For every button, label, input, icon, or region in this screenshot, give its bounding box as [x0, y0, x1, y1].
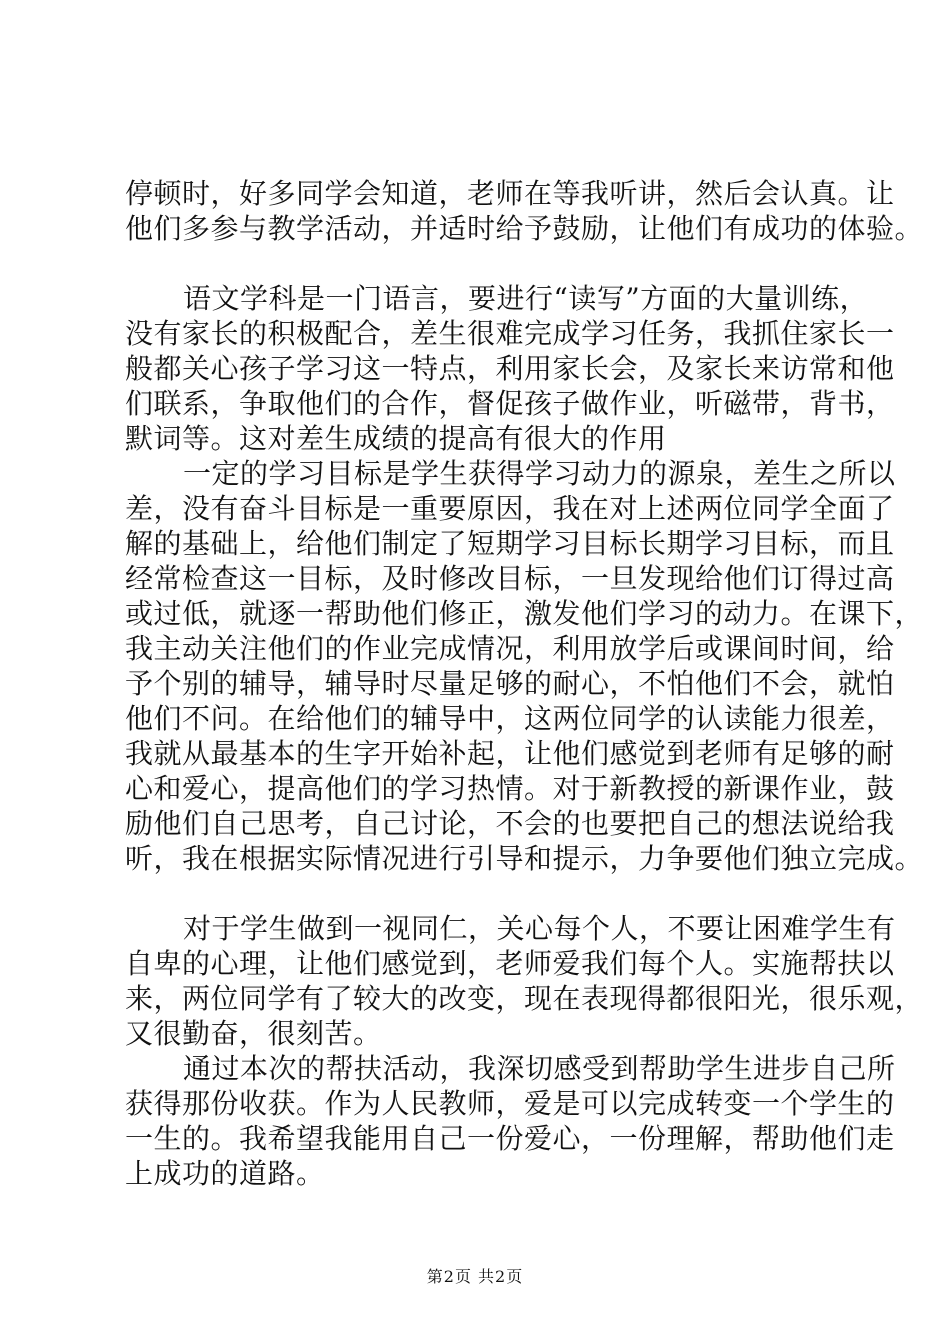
text-line: 他们多参与教学活动，并适时给予鼓励，让他们有成功的体验。 [125, 212, 924, 245]
paragraph-conclusion [125, 1051, 896, 1191]
paragraph-learning-goals [125, 456, 924, 876]
body-text [125, 176, 924, 1191]
paragraph-gap [125, 246, 845, 281]
text-line: 我主动关注他们的作业完成情况，利用放学后或课间时间，给 [125, 632, 895, 665]
page-footer: 第2页 共2页 [426, 1267, 524, 1286]
text-line: 停顿时，好多同学会知道，老师在等我听讲，然后会认真。让 [125, 177, 895, 210]
text-line: 来，两位同学有了较大的改变，现在表现得都很阳光，很乐观， [125, 982, 924, 1015]
text-line: 自卑的心理，让他们感觉到，老师爱我们每个人。实施帮扶以 [125, 947, 895, 980]
text-line: 没有家长的积极配合，差生很难完成学习任务，我抓住家长一 [125, 317, 895, 350]
text-line: 我就从最基本的生字开始补起，让他们感觉到老师有足够的耐 [125, 737, 895, 770]
text-line: 默词等。这对差生成绩的提高有很大的作用 [125, 422, 667, 455]
text-line: 一生的。我希望我能用自己一份爱心，一份理解，帮助他们走 [125, 1122, 895, 1155]
paragraph-equal-treatment [125, 911, 924, 1051]
text-line: 予个别的辅导，辅导时尽量足够的耐心，不怕他们不会，就怕 [125, 667, 895, 700]
text-line: 对于学生做到一视同仁，关心每个人，不要让困难学生有 [183, 912, 896, 945]
paragraph-parent-cooperation [125, 281, 895, 456]
text-line: 励他们自己思考，自己讨论，不会的也要把自己的想法说给我 [125, 807, 895, 840]
text-line: 经常检查这一目标，及时修改目标，一旦发现给他们订得过高 [125, 562, 895, 595]
text-line: 一定的学习目标是学生获得学习动力的源泉，差生之所以 [183, 457, 896, 490]
text-line: 他们不问。在给他们的辅导中，这两位同学的认读能力很差， [125, 702, 895, 735]
text-line: 差，没有奋斗目标是一重要原因，我在对上述两位同学全面了 [125, 492, 895, 525]
paragraph-continuation [125, 176, 924, 246]
paragraph-gap [125, 876, 845, 911]
text-line: 语文学科是一门语言，要进行“读写”方面的大量训练， [183, 282, 869, 315]
text-line: 或过低，就逐一帮助他们修正，激发他们学习的动力。在课下， [125, 597, 924, 630]
text-line: 上成功的道路。 [125, 1157, 325, 1190]
text-line: 心和爱心，提高他们的学习热情。对于新教授的新课作业，鼓 [125, 772, 895, 805]
text-line: 般都关心孩子学习这一特点，利用家长会，及家长来访常和他 [125, 352, 895, 385]
text-line: 们联系，争取他们的合作，督促孩子做作业，听磁带，背书， [125, 387, 895, 420]
text-line: 获得那份收获。作为人民教师，爱是可以完成转变一个学生的 [125, 1087, 895, 1120]
text-line: 听，我在根据实际情况进行引导和提示，力争要他们独立完成。 [125, 842, 924, 875]
text-line: 通过本次的帮扶活动，我深切感受到帮助学生进步自己所 [183, 1052, 896, 1085]
text-line: 又很勤奋，很刻苦。 [125, 1017, 382, 1050]
text-line: 解的基础上，给他们制定了短期学习目标长期学习目标，而且 [125, 527, 895, 560]
